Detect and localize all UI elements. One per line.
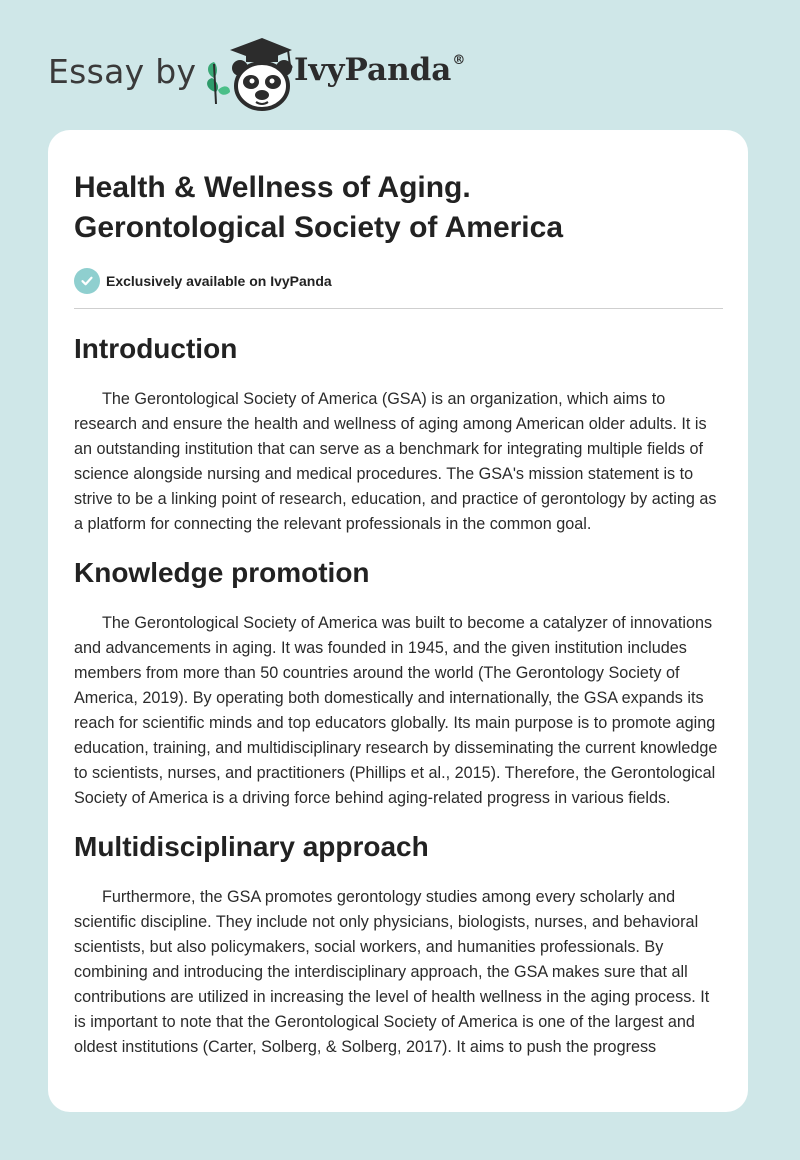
brand-text: IvyPanda: [294, 52, 452, 88]
section-paragraph-multidisciplinary: Furthermore, the GSA promotes gerontology studies among every scholarly and scientific discipline. They include not only physicians, biologists, nurses, and behavioral scientists, but also policymakers, social workers, and humanities professionals. By combining and introducing the interdisciplinary approach, the GSA makes sure that all contributions are utilized in increasing the level of health wellness in the aging process. It is important to note that the Gerontological Society of America is one of the largest and oldest institutions (Carter, Solberg, & Solberg, 2017). It aims to push the progress: [74, 888, 710, 1056]
exclusive-badge: [74, 268, 724, 294]
page-title: [74, 168, 724, 248]
divider: [74, 308, 723, 309]
section-heading-knowledge-promotion: Knowledge promotion: [74, 557, 370, 588]
panda-logo-icon[interactable]: [200, 34, 296, 114]
title-line-1: Health & Wellness of Aging.: [74, 171, 471, 204]
essay-content: [74, 168, 724, 1060]
section-heading-multidisciplinary: Multidisciplinary approach: [74, 831, 429, 862]
essay-card: [48, 130, 748, 1112]
exclusive-label: Exclusively available on IvyPanda: [106, 273, 332, 289]
registered-mark: ®: [452, 53, 466, 68]
section-paragraph-introduction: The Gerontological Society of America (GSA) is an organization, which aims to research and ensure the health and wellness of aging among American older adults. It is an outstanding institution that can serve as a benchmark for integrating multiple fields of science alongside nursing and medical procedures. The GSA's mission statement is to strive to be a linking point of research, education, and practice of gerontology by acting as a platform for connecting the relevant professionals in the common goal.: [74, 390, 717, 533]
section-heading-introduction: Introduction: [74, 333, 238, 364]
site-header: [48, 34, 548, 114]
essay-by-label: Essay by: [48, 52, 197, 91]
section-paragraph-knowledge-promotion: The Gerontological Society of America was built to become a catalyzer of innovations and advancements in aging. It was founded in 1945, and the given institution includes members from more than 50 countries around the world (The Gerontology Society of America, 2019). By operating both domestically and internationally, the GSA expands its reach for scientific minds and top educators globally. Its main purpose is to promote aging education, training, and multidisciplinary research by disseminating the current knowledge to scientists, nurses, and practitioners (Phillips et al., 2015). Therefore, the Gerontological Society of America is a driving force behind aging-related progress in various fields.: [74, 614, 718, 807]
title-line-2: Gerontological Society of America: [74, 211, 564, 244]
checkmark-icon: [74, 268, 100, 294]
ivy-leaf-icon: [207, 62, 230, 104]
brand-name[interactable]: [294, 52, 465, 88]
